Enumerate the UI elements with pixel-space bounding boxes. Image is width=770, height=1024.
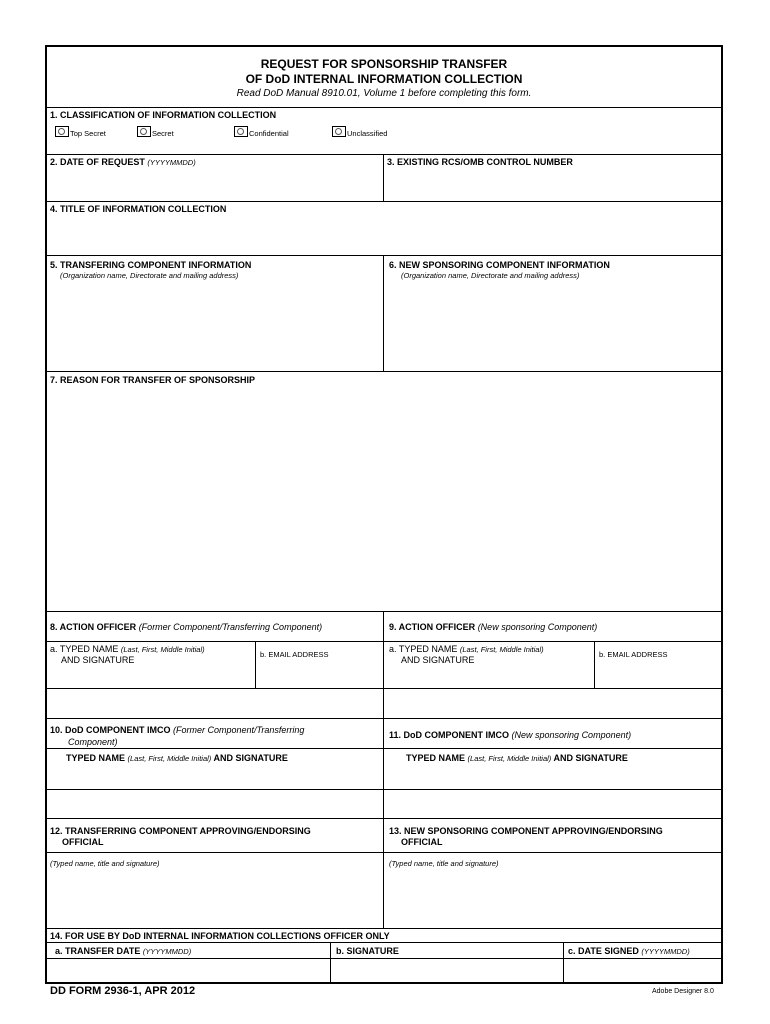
column-divider: [383, 255, 384, 371]
divider: [46, 928, 722, 929]
transferring-official-label-line1: 12. TRANSFERRING COMPONENT APPROVING/ENDORSING: [50, 826, 311, 836]
imco-former-typed-hint: (Last, First, Middle Initial): [127, 754, 212, 763]
new-sponsor-hint: (Organization name, Directorate and mailing address): [401, 271, 580, 280]
form-id: DD FORM 2936-1, APR 2012: [50, 985, 196, 997]
control-number-field[interactable]: [385, 170, 720, 199]
date-signed-hint: (YYYYMMDD): [641, 947, 690, 956]
divider: [46, 818, 722, 819]
transferring-component-field[interactable]: [47, 283, 381, 369]
officer-signature-label: b. SIGNATURE: [336, 946, 399, 956]
divider: [46, 255, 722, 256]
imco-new-label-text: 11. DoD COMPONENT IMCO: [389, 730, 510, 740]
software-credit: Adobe Designer 8.0: [652, 988, 714, 995]
divider: [46, 718, 722, 719]
officer-signature-field[interactable]: [331, 959, 562, 982]
former-typed-name-label: [50, 644, 205, 654]
radio-top-secret[interactable]: [55, 126, 69, 137]
imco-new-typed-label: [406, 753, 628, 763]
column-divider: [383, 611, 384, 852]
transfer-date-field[interactable]: [47, 959, 329, 982]
former-signature-label: AND SIGNATURE: [61, 655, 135, 665]
collection-title-field[interactable]: [47, 217, 720, 253]
date-signed-field[interactable]: [564, 959, 720, 982]
form-instruction: Read DoD Manual 8910.01, Volume 1 before completing this form.: [236, 88, 532, 99]
divider: [46, 641, 722, 642]
new-sponsor-official-field[interactable]: [385, 870, 720, 926]
imco-former-label: [50, 725, 304, 735]
divider: [46, 107, 722, 108]
imco-new-typed-text: TYPED NAME: [406, 753, 466, 763]
divider: [46, 688, 722, 689]
imco-new-typed-hint: (Last, First, Middle Initial): [467, 754, 552, 763]
divider: [46, 852, 722, 853]
reason-label: 7. REASON FOR TRANSFER OF SPONSORSHIP: [50, 375, 256, 385]
divider: [46, 748, 722, 749]
radio-secret[interactable]: [137, 126, 151, 137]
transferring-component-hint: (Organization name, Directorate and mailing address): [60, 271, 239, 280]
radio-unclassified[interactable]: [332, 126, 346, 137]
transferring-official-hint: (Typed name, title and signature): [50, 859, 160, 868]
action-officer-former-label-text: 8. ACTION OFFICER: [50, 622, 137, 632]
new-typed-name-label: [389, 644, 544, 654]
new-typed-name-field[interactable]: [385, 690, 720, 716]
action-officer-new-label: [389, 622, 597, 632]
imco-new-hint: (New sponsoring Component): [511, 730, 632, 740]
option-confidential-label: Confidential: [249, 129, 289, 138]
transferring-component-label: 5. TRANSFERING COMPONENT INFORMATION: [50, 260, 252, 270]
new-sponsor-label: 6. NEW SPONSORING COMPONENT INFORMATION: [389, 260, 610, 270]
date-of-request-field[interactable]: [47, 170, 381, 199]
new-sponsor-official-label-line2: OFFICIAL: [401, 837, 443, 847]
action-officer-new-hint: (New sponsoring Component): [477, 622, 598, 632]
option-secret-label: Secret: [152, 129, 174, 138]
radio-confidential[interactable]: [234, 126, 248, 137]
action-officer-former-label: [50, 622, 322, 632]
action-officer-former-hint: (Former Component/Transferring Component): [138, 622, 323, 632]
former-email-label: b. EMAIL ADDRESS: [260, 650, 329, 659]
date-signed-text: c. DATE SIGNED: [568, 946, 639, 956]
divider: [46, 611, 722, 612]
transferring-official-label-line2: OFFICIAL: [62, 837, 104, 847]
former-typed-name-text: a. TYPED NAME: [50, 644, 119, 654]
divider: [46, 942, 722, 943]
divider: [46, 789, 722, 790]
date-of-request-label: [50, 157, 196, 167]
imco-new-field[interactable]: [385, 791, 720, 816]
option-unclassified-label: Unclassified: [347, 129, 388, 138]
divider: [46, 201, 722, 202]
transfer-date-label: [55, 946, 191, 956]
imco-new-label: [389, 730, 631, 740]
new-signature-label: AND SIGNATURE: [401, 655, 475, 665]
date-of-request-hint: (YYYYMMDD): [147, 158, 196, 167]
date-signed-label: [568, 946, 690, 956]
imco-former-hint1: (Former Component/Transferring: [173, 725, 305, 735]
imco-former-typed-label: [66, 753, 288, 763]
new-sponsor-official-label-line1: 13. NEW SPONSORING COMPONENT APPROVING/ENDORSING: [389, 826, 663, 836]
new-typed-name-text: a. TYPED NAME: [389, 644, 458, 654]
divider: [46, 371, 722, 372]
new-sponsor-official-hint: (Typed name, title and signature): [389, 859, 499, 868]
new-typed-name-hint: (Last, First, Middle Initial): [459, 645, 544, 654]
imco-former-typed-text: TYPED NAME: [66, 753, 126, 763]
control-number-label: 3. EXISTING RCS/OMB CONTROL NUMBER: [387, 157, 573, 167]
classification-label: 1. CLASSIFICATION OF INFORMATION COLLECTION: [50, 110, 277, 120]
former-typed-name-hint: (Last, First, Middle Initial): [120, 645, 205, 654]
new-sponsor-field[interactable]: [385, 283, 720, 369]
new-email-label: b. EMAIL ADDRESS: [599, 650, 668, 659]
form-title-line1: REQUEST FOR SPONSORSHIP TRANSFER: [260, 57, 508, 71]
action-officer-new-label-text: 9. ACTION OFFICER: [389, 622, 476, 632]
officer-use-label: 14. FOR USE BY DoD INTERNAL INFORMATION COLLECTIONS OFFICER ONLY: [50, 931, 390, 941]
transfer-date-hint: (YYYYMMDD): [142, 947, 192, 956]
column-divider: [383, 154, 384, 201]
imco-new-typed-tail: AND SIGNATURE: [553, 753, 628, 763]
column-divider: [594, 641, 595, 688]
reason-field[interactable]: [47, 388, 720, 609]
date-of-request-label-text: 2. DATE OF REQUEST: [50, 157, 145, 167]
imco-former-typed-tail: AND SIGNATURE: [213, 753, 288, 763]
transferring-official-field[interactable]: [47, 870, 381, 926]
transfer-date-text: a. TRANSFER DATE: [55, 946, 141, 956]
imco-former-field[interactable]: [47, 791, 381, 816]
option-top-secret-label: Top Secret: [70, 129, 106, 138]
column-divider: [255, 641, 256, 688]
former-typed-name-field[interactable]: [47, 690, 381, 716]
imco-former-hint2: Component): [68, 737, 118, 747]
collection-title-label: 4. TITLE OF INFORMATION COLLECTION: [50, 204, 227, 214]
form-title-line2: OF DoD INTERNAL INFORMATION COLLECTION: [245, 72, 523, 86]
imco-former-label-text: 10. DoD COMPONENT IMCO: [50, 725, 171, 735]
column-divider: [383, 852, 384, 928]
divider: [46, 154, 722, 155]
